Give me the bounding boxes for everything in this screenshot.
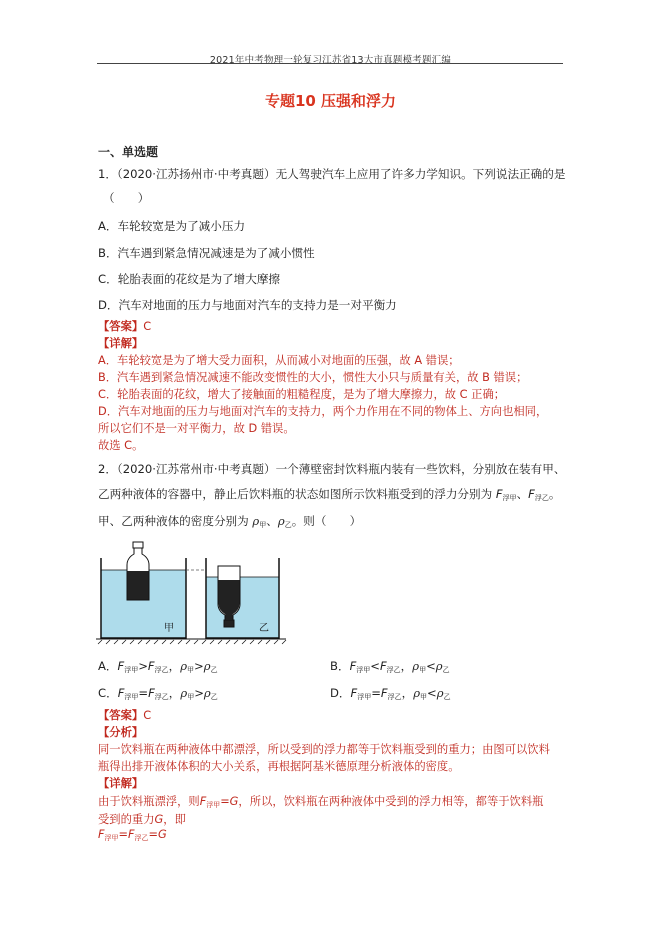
q1-answer [98,318,151,334]
f-symbol: F [117,686,125,700]
period: 。 [548,487,561,501]
equals: = [148,828,158,841]
rho-symbol: ρ [203,659,211,673]
q2-option-d [330,685,451,702]
q1-stem-blank: （ ） [103,191,150,205]
subscript-fu-jia: 浮甲 [502,494,517,502]
relation: > [194,686,204,700]
comma: ， [400,659,413,673]
f-symbol: F [98,828,105,841]
q2-detail-line [98,793,543,810]
rho-symbol: ρ [203,686,211,700]
q1-detail-line: C．轮胎表面的花纹，增大了接触面的粗糙程度，是为了增大摩擦力，故 C 正确； [98,388,506,401]
q1-option-d: D．汽车对地面的压力与地面对汽车的支持力是一对平衡力 [98,298,397,312]
q1-detail-label: 【详解】 [98,337,144,350]
subscript-fu-yi: 浮乙 [134,834,149,842]
subscript-jia: 甲 [420,693,428,701]
section-heading: 一、单选题 [98,145,159,159]
rho-symbol: ρ [412,659,420,673]
subscript-fu-jia: 浮甲 [356,666,371,674]
subscript-fu-jia: 浮甲 [357,693,372,701]
q2-detail-line [98,811,186,827]
f-symbol: F [380,686,388,700]
q2-stem: 2．（2020·江苏常州市·中考真题）一个薄壁密封饮料瓶内装有一些饮料，分别放在装有甲、 [98,462,566,476]
q2-answer-value: C [143,709,152,722]
subscript-fu: 浮甲 [206,801,221,809]
rho-symbol: ρ [436,686,444,700]
subscript-fu-yi: 浮乙 [387,693,402,701]
detail-text: ，所以，饮料瓶在两种液体中受到的浮力相等，都等于饮料瓶 [238,795,544,808]
q2-equation [98,828,167,843]
label-jia: 甲 [164,623,174,634]
q1-answer-value: C [143,320,152,333]
q2-stem-line3 [98,513,361,530]
subscript-yi: 乙 [284,521,292,529]
q2-option-b [330,658,450,675]
q2-answer-label: 【答案】 [98,709,144,722]
subscript-fu-yi: 浮乙 [534,494,549,502]
separator: 、 [516,487,529,501]
q2-analysis-line: 同一饮料瓶在两种液体中都漂浮，所以受到的浮力都等于饮料瓶受到的重力；由图可以饮料 [98,743,550,756]
running-header: 2021年中考物理一轮复习江苏省13大市真题模考题汇编 [209,55,452,66]
subscript-yi: 乙 [210,693,218,701]
detail-text: 受到的重力 [98,813,155,826]
f-symbol: F [147,659,155,673]
subscript-jia: 甲 [187,666,195,674]
f-symbol: F [148,686,155,700]
g-symbol: G [154,813,164,826]
rho-symbol: ρ [277,514,285,528]
comma: ， [168,686,181,700]
subscript-fu-yi: 浮乙 [386,666,401,674]
q1-detail-line: 所以它们不是一对平衡力，故 D 错误。 [98,422,295,435]
subscript-yi: 乙 [443,693,451,701]
page-title: 专题10 压强和浮力 [264,92,397,110]
comma: ， [401,686,414,700]
f-symbol: F [379,659,387,673]
q1-option-b: B．汽车遇到紧急情况减速是为了减小惯性 [98,246,315,260]
q2-option-c [98,685,218,702]
q1-answer-label: 【答案】 [98,320,144,333]
subscript-fu-yi: 浮乙 [154,693,169,701]
header-divider [97,63,563,64]
equals: = [118,828,128,841]
q2-stem-text: 。则（ ） [291,514,362,528]
subscript-jia: 甲 [259,521,267,529]
q1-detail-line: D．汽车对地面的压力与地面对汽车的支持力，两个力作用在不同的物体上、方向也相同， [98,405,548,418]
rho-symbol: ρ [413,686,421,700]
rho-symbol: ρ [180,686,188,700]
equals: = [220,795,230,808]
q2-stem-text: 乙两种液体的容器中，静止后饮料瓶的状态如图所示饮料瓶受到的浮力分别为 [98,487,493,501]
subscript-fu-jia: 浮甲 [124,666,139,674]
q1-stem: 1．（2020·江苏扬州市·中考真题）无人驾驶汽车上应用了许多力学知识。下列说法正确的是 [98,167,566,181]
detail-text: 由于饮料瓶漂浮，则 [98,795,200,808]
rho-symbol: ρ [180,659,188,673]
relation: = [138,686,149,700]
relation: < [427,686,437,700]
option-letter: B． [330,659,350,673]
f-symbol: F [199,795,207,808]
f-symbol: F [528,487,535,501]
bottle-jia [127,542,149,600]
separator: 、 [266,514,278,528]
q2-stem-line2 [98,486,560,503]
f-symbol: F [349,659,357,673]
q2-figure [96,538,386,646]
rho-symbol: ρ [435,659,443,673]
relation: = [371,686,381,700]
ground-hatch [98,640,286,644]
comma: ， [168,659,181,673]
detail-text: ，即 [163,813,186,826]
f-symbol: F [127,828,135,841]
option-letter: C． [98,686,118,700]
f-symbol: F [117,659,125,673]
f-symbol: F [350,686,358,700]
relation: > [138,659,148,673]
q1-detail-line: B．汽车遇到紧急情况减速不能改变惯性的大小，惯性大小只与质量有关，故 B 错误； [98,371,528,384]
label-yi: 乙 [259,623,269,634]
q2-detail-label: 【详解】 [98,777,144,790]
q2-answer [98,707,151,723]
subscript-jia: 甲 [419,666,427,674]
option-letter: D． [330,686,351,700]
relation: > [194,659,204,673]
q1-option-a: A．车轮较宽是为了减小压力 [98,219,246,233]
subscript-fu-jia: 浮甲 [124,693,139,701]
option-letter: A． [98,659,118,673]
q2-analysis-line: 瓶得出排开液体体积的大小关系，再根据阿基米德原理分析液体的密度。 [98,760,460,773]
q1-detail-line: A．车轮较宽是为了增大受力面积，从而减小对地面的压强，故 A 错误； [98,354,460,367]
subscript-fu-jia: 浮甲 [104,834,119,842]
subscript-yi: 乙 [442,666,450,674]
q2-option-a [98,658,218,675]
rho-symbol: ρ [252,514,260,528]
g-symbol: G [157,828,167,841]
relation: < [370,659,380,673]
f-symbol: F [495,487,503,501]
relation: < [426,659,436,673]
subscript-jia: 甲 [187,693,195,701]
subscript-fu-yi: 浮乙 [154,666,169,674]
subscript-yi: 乙 [210,666,218,674]
q1-detail-line: 故选 C。 [98,439,144,452]
q1-option-c: C．轮胎表面的花纹是为了增大摩擦 [98,272,281,286]
g-symbol: G [229,795,239,808]
q2-analysis-label: 【分析】 [98,726,144,739]
q2-stem-text: 甲、乙两种液体的密度分别为 [98,514,249,528]
